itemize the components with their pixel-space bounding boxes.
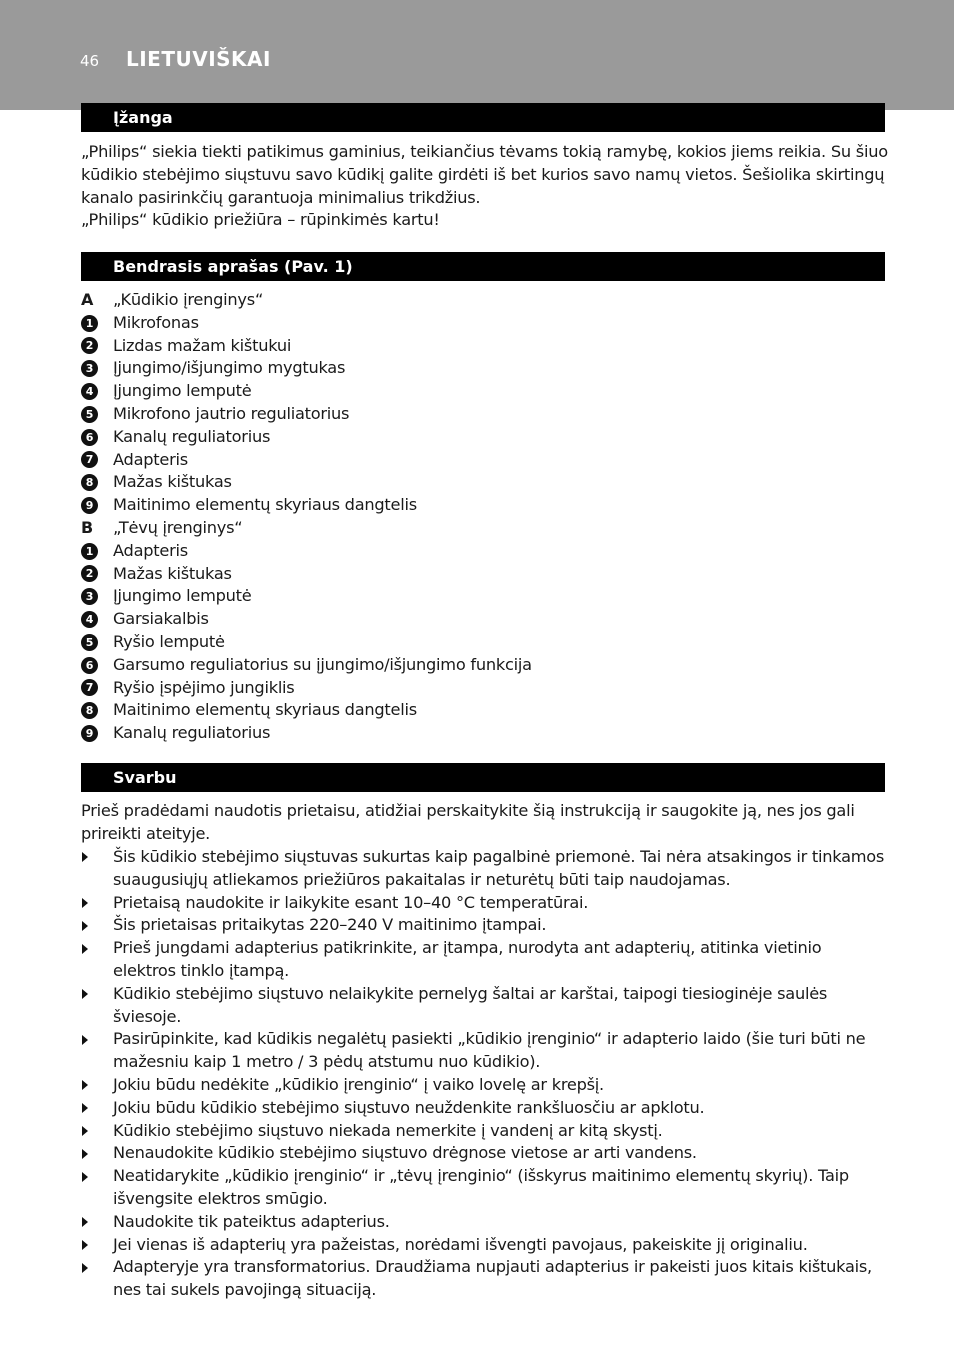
- section-heading-important: Svarbu: [81, 763, 885, 792]
- intro-slogan: „Philips“ kūdikio priežiūra – rūpinkimės kartu!: [81, 210, 440, 229]
- letter-label: A: [81, 290, 94, 309]
- overview-item-text: Ryšio lemputė: [113, 631, 225, 651]
- number-label: 1: [81, 315, 98, 332]
- section-heading-overview: Bendrasis aprašas (Pav. 1): [81, 252, 885, 281]
- bullet-triangle-icon: [81, 1074, 101, 1097]
- important-bullet-item: [81, 1165, 889, 1211]
- number-label: 7: [81, 679, 98, 696]
- bullet-text: Adapteryje yra transformatorius. Draudžiama nupjauti adapterius ir pakeisti juos kitais kištukais, nes tai sukels pavojingą situaciją.: [113, 1257, 872, 1300]
- bullet-text: Šis prietaisas pritaikytas 220–240 V maitinimo įtampai.: [113, 915, 547, 935]
- item-letter-marker: [81, 289, 101, 312]
- number-circle-marker: [81, 654, 101, 677]
- number-label: 8: [81, 702, 98, 719]
- bullet-text: Jei vienas iš adapterių yra pažeistas, norėdami išvengti pavojaus, pakeiskite jį originaliu.: [113, 1234, 808, 1254]
- overview-item-text: Kanalų reguliatorius: [113, 426, 271, 446]
- bullet-text: Prieš jungdami adapterius patikrinkite, ar įtampa, nurodyta ant adapterių, atitinka vietinio elektros tinklo įtampą.: [113, 938, 822, 980]
- number-label: 1: [81, 543, 98, 560]
- page-number: 46: [80, 52, 100, 70]
- bullet-text: Kūdikio stebėjimo siųstuvo nelaikykite pernelyg šaltai ar karštai, taipogi tiesioginėje saulės šviesoje.: [113, 983, 828, 1026]
- letter-label: B: [81, 517, 93, 537]
- important-bullet-list: [81, 846, 889, 1302]
- overview-item: [81, 471, 889, 494]
- overview-item-text: „Tėvų įrenginys“: [113, 517, 243, 537]
- overview-item-text: Ryšio įspėjimo jungiklis: [113, 677, 295, 697]
- bullet-triangle-icon: [81, 937, 101, 960]
- overview-item-text: Adapteris: [113, 540, 188, 560]
- number-label: 4: [81, 611, 98, 628]
- bullet-triangle-icon: [81, 914, 101, 937]
- number-circle-marker: [81, 471, 101, 494]
- important-bullet-item: [81, 1074, 889, 1097]
- overview-item: [81, 289, 889, 312]
- overview-item: [81, 677, 889, 700]
- bullet-text: Jokiu būdu kūdikio stebėjimo siųstuvo neuždenkite rankšluosčiu ar apklotu.: [113, 1097, 705, 1117]
- important-bullet-item: [81, 1120, 889, 1143]
- overview-item-text: Įjungimo lemputė: [113, 586, 252, 606]
- number-circle-marker: [81, 494, 101, 517]
- overview-item: [81, 517, 889, 540]
- overview-item: [81, 380, 889, 403]
- overview-item: [81, 699, 889, 722]
- bullet-triangle-icon: [81, 1028, 101, 1051]
- bullet-text: Neatidarykite „kūdikio įrenginio“ ir „tėvų įrenginio“ (išskyrus maitinimo elementų skyrių). Taip išvengsite elektros smūgio.: [113, 1166, 849, 1208]
- bullet-text: Jokiu būdu nedėkite „kūdikio įrenginio“ į vaiko lovelę ar krepšį.: [113, 1074, 604, 1094]
- important-bullet-item: [81, 937, 889, 983]
- number-label: 9: [81, 725, 98, 742]
- important-bullet-item: [81, 1097, 889, 1120]
- overview-item-text: Garsumo reguliatorius su įjungimo/išjungimo funkcija: [113, 654, 532, 674]
- overview-item: [81, 654, 889, 677]
- bullet-text: Naudokite tik pateiktus adapterius.: [113, 1211, 390, 1231]
- overview-item-text: Mažas kištukas: [113, 563, 232, 583]
- important-bullet-item: [81, 1142, 889, 1165]
- number-circle-marker: [81, 335, 101, 358]
- overview-item: [81, 426, 889, 449]
- number-circle-marker: [81, 403, 101, 426]
- overview-item-text: Maitinimo elementų skyriaus dangtelis: [113, 700, 417, 720]
- language-title: LIETUVIŠKAI: [126, 47, 271, 71]
- overview-item-text: Kanalų reguliatorius: [113, 723, 271, 743]
- bullet-triangle-icon: [81, 1142, 101, 1165]
- bullet-triangle-icon: [81, 1256, 101, 1279]
- overview-item: [81, 585, 889, 608]
- overview-item: [81, 312, 889, 335]
- bullet-text: Pasirūpinkite, kad kūdikis negalėtų pasiekti „kūdikio įrenginio“ ir adapterio laido (šie turi būti ne mažesniu kaip 1 metro / 3 pėdų atstumu nuo kūdikio).: [113, 1029, 866, 1072]
- number-label: 2: [81, 565, 98, 582]
- overview-item: [81, 335, 889, 358]
- overview-item-text: Įjungimo lemputė: [113, 381, 252, 401]
- important-bullet-item: [81, 846, 889, 892]
- bullet-triangle-icon: [81, 1211, 101, 1234]
- bullet-triangle-icon: [81, 846, 101, 869]
- bullet-triangle-icon: [81, 983, 101, 1006]
- bullet-text: Nenaudokite kūdikio stebėjimo siųstuvo drėgnose vietose ar arti vandens.: [113, 1143, 697, 1163]
- important-bullet-item: [81, 1256, 889, 1302]
- number-circle-marker: [81, 540, 101, 563]
- number-label: 6: [81, 429, 98, 446]
- number-circle-marker: [81, 677, 101, 700]
- number-label: 8: [81, 474, 98, 491]
- bullet-text: Šis kūdikio stebėjimo siųstuvas sukurtas kaip pagalbinė priemonė. Tai nėra atsakingos ir tinkamos suaugusiųjų atliekamos priežiūros pakaitalas ir neturėtų būti taip naudojamas.: [113, 847, 885, 889]
- important-bullet-item: [81, 1234, 889, 1257]
- header-band: [0, 0, 954, 110]
- important-intro: Prieš pradėdami naudotis prietaisu, atidžiai perskaitykite šią instrukciją ir saugokite ją, nes jos gali prireikti ateityje.: [81, 801, 855, 843]
- number-circle-marker: [81, 357, 101, 380]
- intro-paragraph: „Philips“ siekia tiekti patikimus gaminius, teikiančius tėvams tokią ramybę, kokios jiems reikia. Su šiuo kūdikio stebėjimo siųstuvu savo kūdikį galite girdėti iš bet kurios savo namų vietos. Šešiolika skirtingų kanalo pasirinkčių garantuoja minimalius trikdžius.: [81, 142, 888, 207]
- bullet-triangle-icon: [81, 1120, 101, 1143]
- number-circle-marker: [81, 426, 101, 449]
- number-circle-marker: [81, 449, 101, 472]
- number-label: 3: [81, 360, 98, 377]
- number-label: 7: [81, 451, 98, 468]
- number-circle-marker: [81, 563, 101, 586]
- overview-item-text: Įjungimo/išjungimo mygtukas: [113, 358, 346, 378]
- overview-item: [81, 563, 889, 586]
- overview-item-text: Adapteris: [113, 449, 188, 469]
- number-circle-marker: [81, 312, 101, 335]
- important-bullet-item: [81, 1211, 889, 1234]
- number-label: 5: [81, 406, 98, 423]
- overview-item-text: „Kūdikio įrenginys“: [113, 290, 264, 309]
- number-label: 5: [81, 634, 98, 651]
- important-bullet-item: [81, 983, 889, 1029]
- number-label: 2: [81, 337, 98, 354]
- number-circle-marker: [81, 380, 101, 403]
- bullet-triangle-icon: [81, 1165, 101, 1188]
- section-heading-intro: Įžanga: [81, 103, 885, 132]
- overview-item-text: Mikrofonas: [113, 312, 199, 332]
- number-label: 9: [81, 497, 98, 514]
- bullet-text: Prietaisą naudokite ir laikykite esant 10–40 °C temperatūrai.: [113, 892, 589, 912]
- number-circle-marker: [81, 631, 101, 654]
- bullet-text: Kūdikio stebėjimo siųstuvo niekada nemerkite į vandenį ar kitą skystį.: [113, 1120, 663, 1140]
- bullet-triangle-icon: [81, 1234, 101, 1257]
- number-label: 6: [81, 657, 98, 674]
- overview-item-text: Lizdas mažam kištukui: [113, 335, 292, 355]
- overview-item: [81, 722, 889, 745]
- overview-item: [81, 494, 889, 517]
- bullet-triangle-icon: [81, 1097, 101, 1120]
- overview-item-text: Mažas kištukas: [113, 472, 232, 492]
- important-bullet-item: [81, 1028, 889, 1074]
- item-letter-marker: [81, 517, 101, 540]
- number-circle-marker: [81, 585, 101, 608]
- number-circle-marker: [81, 699, 101, 722]
- overview-item-text: Garsiakalbis: [113, 609, 209, 629]
- number-label: 4: [81, 383, 98, 400]
- overview-item: [81, 403, 889, 426]
- overview-item: [81, 608, 889, 631]
- overview-item: [81, 357, 889, 380]
- important-bullet-item: [81, 914, 889, 937]
- overview-list: [81, 289, 889, 745]
- important-bullet-item: [81, 892, 889, 915]
- number-label: 3: [81, 588, 98, 605]
- overview-item: [81, 631, 889, 654]
- bullet-triangle-icon: [81, 892, 101, 915]
- overview-item: [81, 449, 889, 472]
- number-circle-marker: [81, 608, 101, 631]
- number-circle-marker: [81, 722, 101, 745]
- overview-item-text: Mikrofono jautrio reguliatorius: [113, 403, 350, 423]
- overview-item: [81, 540, 889, 563]
- overview-item-text: Maitinimo elementų skyriaus dangtelis: [113, 495, 417, 515]
